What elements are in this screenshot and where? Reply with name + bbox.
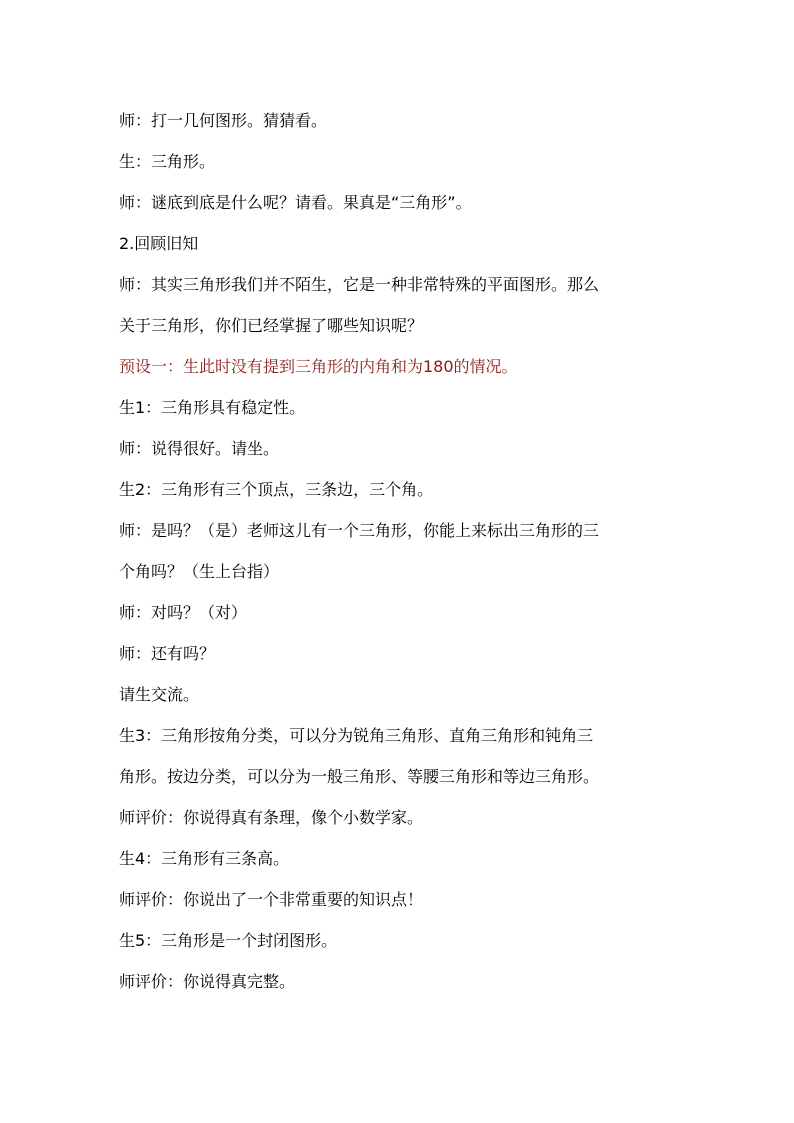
preset-note: 预设一：生此时没有提到三角形的内角和为180的情况。	[119, 357, 518, 376]
dialogue-line: 请生交流。	[119, 685, 200, 704]
dialogue-line: 师：还有吗？	[119, 644, 216, 663]
dialogue-line: 生3：三角形按角分类，可以分为锐角三角形、直角三角形和钝角三	[119, 726, 594, 745]
dialogue-line: 师评价：你说得真有条理，像个小数学家。	[119, 808, 424, 827]
section-heading: 2.回顾旧知	[119, 234, 199, 253]
dialogue-line: 生1：三角形具有稳定性。	[119, 398, 306, 417]
dialogue-line: 生2：三角形有三个顶点，三条边，三个角。	[119, 480, 434, 499]
dialogue-line: 师：是吗？（是）老师这儿有一个三角形，你能上来标出三角形的三	[119, 521, 600, 540]
dialogue-line: 师：谜底到底是什么呢？请看。果真是“三角形”。	[119, 193, 472, 212]
dialogue-line: 师评价：你说出了一个非常重要的知识点！	[119, 890, 424, 909]
dialogue-line: 师：说得很好。请坐。	[119, 439, 280, 458]
dialogue-line: 师：对吗？（对）	[119, 603, 248, 622]
dialogue-line: 生5：三角形是一个封闭图形。	[119, 931, 338, 950]
dialogue-line: 师：打一几何图形。猜猜看。	[119, 111, 328, 130]
dialogue-line: 生4：三角形有三条高。	[119, 849, 290, 868]
dialogue-line: 角形。按边分类，可以分为一般三角形、等腰三角形和等边三角形。	[119, 767, 600, 786]
document-body	[119, 100, 679, 1002]
dialogue-line: 师：其实三角形我们并不陌生，它是一种非常特殊的平面图形。那么	[119, 275, 600, 294]
dialogue-line: 生：三角形。	[119, 152, 216, 171]
dialogue-line: 关于三角形，你们已经掌握了哪些知识呢？	[119, 316, 424, 335]
dialogue-line: 个角吗？（生上台指）	[119, 562, 280, 581]
dialogue-line: 师评价：你说得真完整。	[119, 972, 296, 991]
